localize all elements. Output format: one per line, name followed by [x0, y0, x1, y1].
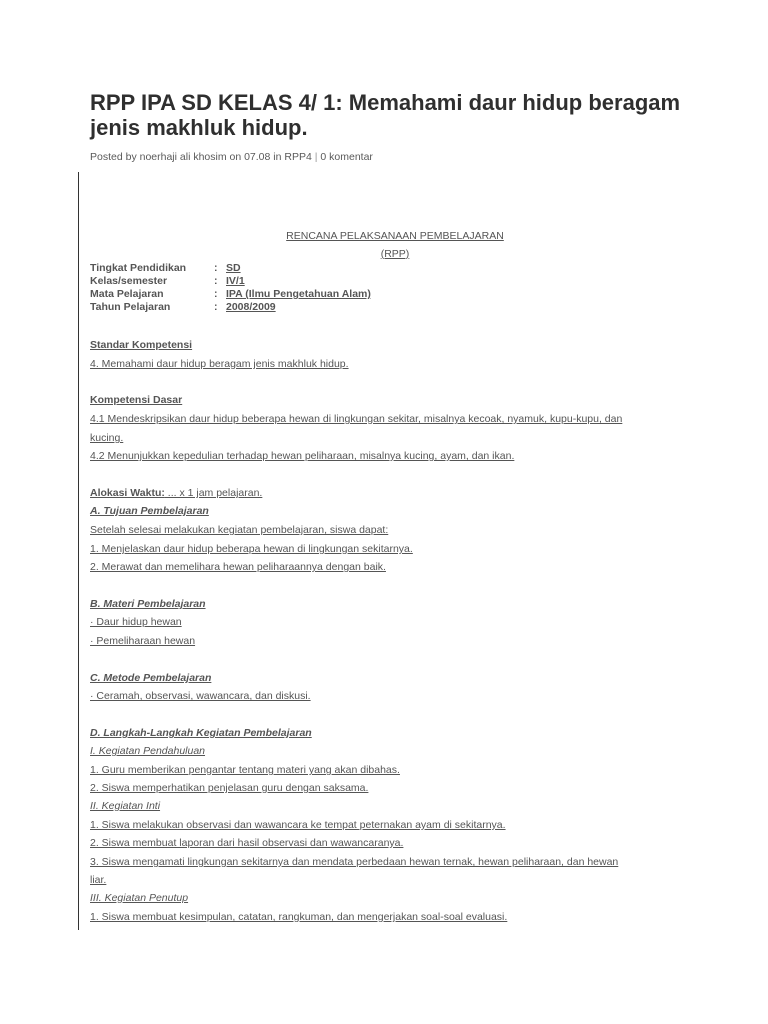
section-heading-a: A. Tujuan Pembelajaran — [90, 505, 209, 517]
list-item: · Ceramah, observasi, wawancara, dan diskusi. — [90, 690, 311, 702]
info-row — [90, 275, 245, 288]
list-item: · Daur hidup hewan — [90, 616, 182, 628]
subsection-heading: III. Kegiatan Penutup — [90, 892, 189, 904]
section-heading-kd: Kompetensi Dasar — [90, 394, 183, 406]
section-heading-sk: Standar Kompetensi — [90, 339, 193, 351]
list-item: 2. Merawat dan memelihara hewan peliharaannya dengan baik. — [90, 561, 386, 573]
info-row — [90, 301, 276, 314]
post-title: RPP IPA SD KELAS 4/ 1: Memahami daur hidup beragam jenis makhluk hidup. — [90, 90, 681, 140]
info-value: 2008/2009 — [226, 301, 276, 313]
info-label: Kelas/semester — [90, 275, 168, 287]
info-value: SD — [226, 262, 241, 274]
list-item: 1. Guru memberikan pengantar tentang materi yang akan dibahas. — [90, 764, 400, 776]
doc-subheading: (RPP) — [380, 248, 410, 260]
post-meta — [90, 151, 373, 163]
list-item-cont: liar. — [90, 874, 107, 886]
info-label: Mata Pelajaran — [90, 288, 164, 300]
info-row — [90, 262, 241, 275]
subsection-heading: I. Kegiatan Pendahuluan — [90, 745, 206, 757]
subsection-heading: II. Kegiatan Inti — [90, 800, 161, 812]
list-item: 1. Menjelaskan daur hidup beberapa hewan di lingkungan sekitarnya. — [90, 543, 413, 555]
list-item: 2. Siswa memperhatikan penjelasan guru dengan saksama. — [90, 782, 369, 794]
alokasi-label: Alokasi Waktu: — [90, 487, 165, 499]
alokasi-value: ... x 1 jam pelajaran. — [164, 487, 263, 499]
info-label: Tahun Pelajaran — [90, 301, 171, 313]
sk-item: 4. Memahami daur hidup beragam jenis makhluk hidup. — [90, 358, 349, 370]
info-colon: : — [214, 262, 218, 274]
a-intro: Setelah selesai melakukan kegiatan pembelajaran, siswa dapat: — [90, 524, 389, 536]
section-heading-b: B. Materi Pembelajaran — [90, 598, 206, 610]
info-label: Tingkat Pendidikan — [90, 262, 187, 274]
kd-item-cont: kucing. — [90, 432, 124, 444]
list-item: 1. Siswa melakukan observasi dan wawancara ke tempat peternakan ayam di sekitarnya. — [90, 819, 506, 831]
info-colon: : — [214, 301, 218, 313]
info-row — [90, 288, 371, 301]
comment-count-link[interactable]: 0 komentar — [320, 151, 373, 163]
doc-heading: RENCANA PELAKSANAAN PEMBELAJARAN — [286, 230, 504, 242]
section-heading-c: C. Metode Pembelajaran — [90, 672, 212, 684]
kd-item: 4.2 Menunjukkan kepedulian terhadap hewan peliharaan, misalnya kucing, ayam, dan ikan. — [90, 450, 515, 462]
list-item: · Pemeliharaan hewan — [90, 635, 196, 647]
kd-item: 4.1 Mendeskripsikan daur hidup beberapa hewan di lingkungan sekitar, misalnya kecoak, nyamuk, kupu-kupu, dan — [90, 413, 623, 425]
alokasi-waktu — [90, 487, 262, 500]
info-value: IV/1 — [226, 275, 245, 287]
list-item: 2. Siswa membuat laporan dari hasil observasi dan wawancaranya. — [90, 837, 404, 849]
left-border-rule — [78, 172, 79, 930]
meta-separator: | — [314, 151, 318, 163]
info-colon: : — [214, 288, 218, 300]
post-meta-author-date: Posted by noerhaji ali khosim on 07.08 in RPP4 — [90, 151, 312, 163]
list-item: 1. Siswa membuat kesimpulan, catatan, rangkuman, dan mengerjakan soal-soal evaluasi. — [90, 911, 508, 923]
info-value: IPA (Ilmu Pengetahuan Alam) — [226, 288, 371, 300]
list-item: 3. Siswa mengamati lingkungan sekitarnya dan mendata perbedaan hewan ternak, hewan peliharaan, dan hewan — [90, 856, 619, 868]
section-heading-d: D. Langkah-Langkah Kegiatan Pembelajaran — [90, 727, 312, 739]
info-colon: : — [214, 275, 218, 287]
